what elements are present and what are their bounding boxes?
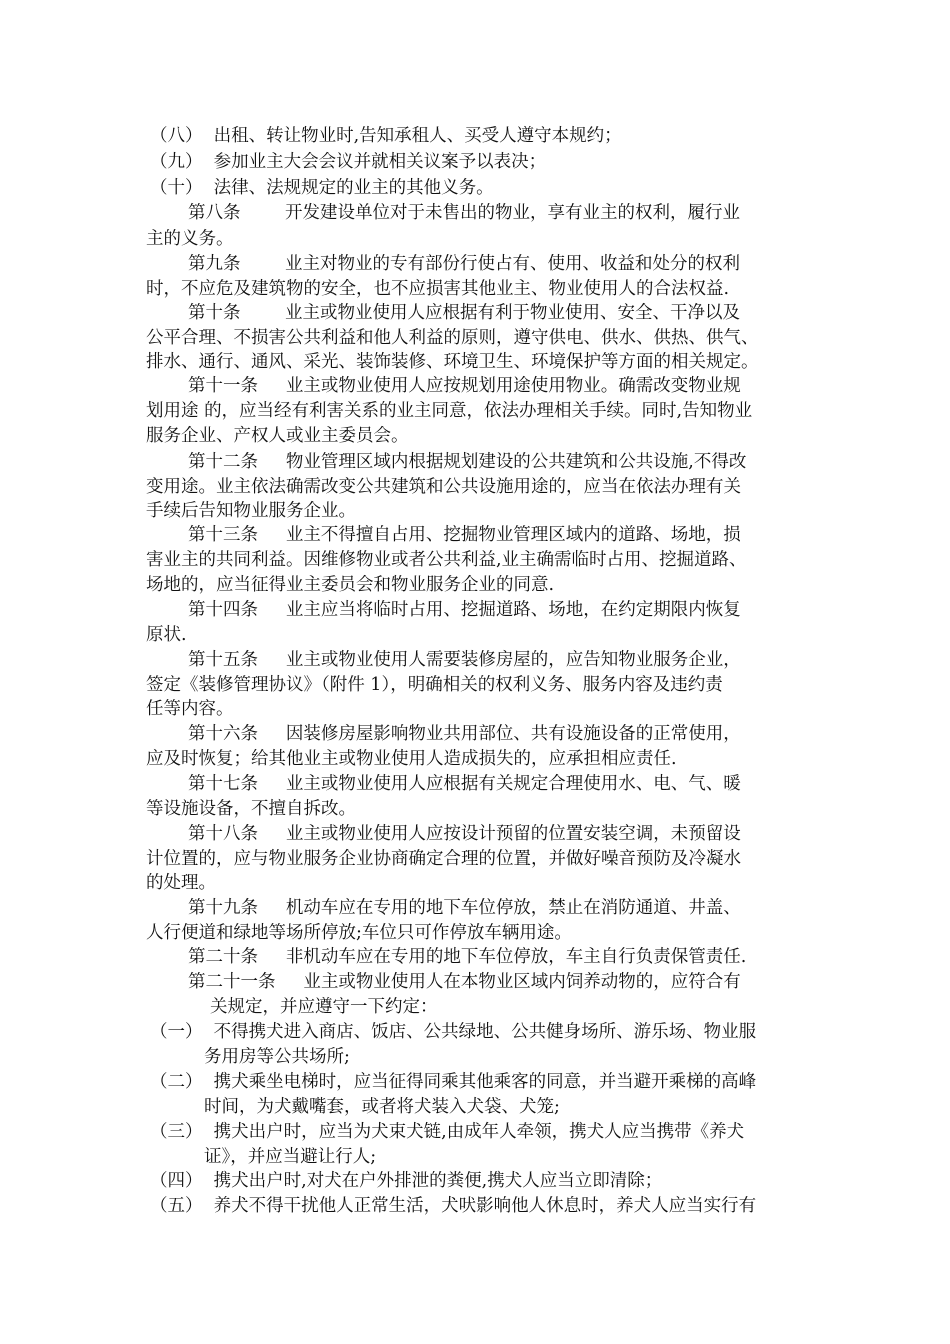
text-line: （三） 携犬出户时，应当为犬束犬链,由成年人牵领，携犬人应当携带《养犬 [150, 1122, 745, 1142]
text-line: 时间，为犬戴嘴套，或者将犬装入犬袋、犬笼; [204, 1097, 560, 1117]
text-line: 第八条 开发建设单位对于未售出的物业，享有业主的权利，履行业 [188, 203, 740, 223]
text-line: 计位置的，应与物业服务企业协商确定合理的位置，并做好噪音预防及冷凝水 [146, 849, 741, 869]
text-line: 第十三条 业主不得擅自占用、挖掘物业管理区域内的道路、场地，损 [188, 525, 741, 545]
text-line: （五） 养犬不得干扰他人正常生活，犬吠影响他人休息时，养犬人应当实行有 [150, 1196, 757, 1216]
text-line: 公平合理、不损害公共利益和他人利益的原则，遵守供电、供水、供热、供气、 [146, 328, 759, 348]
text-line: （九） 参加业主大会会议并就相关议案予以表决； [150, 152, 547, 172]
text-line: 第十一条 业主或物业使用人应按规划用途使用物业。确需改变物业规 [188, 376, 741, 396]
text-line: 证》，并应当避让行人; [204, 1147, 377, 1167]
text-line: 第九条 业主对物业的专有部份行使占有、使用、收益和处分的权利 [188, 254, 740, 274]
text-line: 第十六条 因装修房屋影响物业共用部位、共有设施设备的正常使用， [188, 724, 741, 744]
text-line: 第十九条 机动车应在专用的地下车位停放，禁止在消防通道、井盖、 [188, 898, 741, 918]
text-line: 应及时恢复；给其他业主或物业使用人造成损失的，应承担相应责任. [146, 749, 677, 769]
text-line: 原状. [146, 625, 187, 645]
text-line: 的处理。 [146, 873, 216, 893]
text-line: 第十八条 业主或物业使用人应按设计预留的位置安装空调，未预留设 [188, 824, 741, 844]
text-line: 务用房等公共场所; [204, 1047, 350, 1067]
text-line: 第二十一条 业主或物业使用人在本物业区域内饲养动物的，应符合有 [188, 972, 741, 992]
text-line: 排水、通行、通风、采光、装饰装修、环境卫生、环境保护等方面的相关规定。 [146, 352, 759, 372]
text-line: 第十五条 业主或物业使用人需要装修房屋的，应告知物业服务企业， [188, 650, 741, 670]
text-line: 关规定，并应遵守一下约定： [210, 997, 438, 1017]
text-line: 手续后告知物业服务企业。 [146, 501, 356, 521]
text-line: 第十七条 业主或物业使用人应根据有关规定合理使用水、电、气、暖 [188, 774, 741, 794]
text-line: 主的义务。 [146, 229, 234, 249]
text-line: （一） 不得携犬进入商店、饭店、公共绿地、公共健身场所、游乐场、物业服 [150, 1022, 757, 1042]
text-line: 第十四条 业主应当将临时占用、挖掘道路、场地，在约定期限内恢复 [188, 600, 741, 620]
text-line: 第十条 业主或物业使用人应根据有利于物业使用、安全、干净以及 [188, 303, 740, 323]
text-line: 划用途 的，应当经有利害关系的业主同意，依法办理相关手续。同时,告知物业 [146, 401, 753, 421]
text-line: 任等内容。 [146, 699, 234, 719]
text-line: 害业主的共同利益。因维修物业或者公共利益,业主确需临时占用、挖掘道路、 [146, 550, 747, 570]
text-line: 等设施设备，不擅自拆改。 [146, 799, 356, 819]
text-line: （四） 携犬出户时,对犬在户外排泄的粪便,携犬人应当立即清除； [150, 1171, 663, 1191]
text-line: 时，不应危及建筑物的安全，也不应损害其他业主、物业使用人的合法权益. [146, 279, 730, 299]
text-line: 签定《装修管理协议》（附件 1），明确相关的权利义务、服务内容及违约责 [146, 675, 723, 695]
text-line: （八） 出租、转让物业时,告知承租人、买受人遵守本规约； [150, 126, 622, 146]
text-line: （二） 携犬乘坐电梯时，应当征得同乘其他乘客的同意，并当避开乘梯的高峰 [150, 1072, 757, 1092]
text-line: 第二十条 非机动车应在专用的地下车位停放，车主自行负责保管责任. [188, 947, 747, 967]
text-line: 第十二条 物业管理区域内根据规划建设的公共建筑和公共设施,不得改 [188, 452, 747, 472]
text-line: 变用途。业主依法确需改变公共建筑和公共设施用途的，应当在依法办理有关 [146, 477, 741, 497]
text-line: 服务企业、产权人或业主委员会。 [146, 426, 409, 446]
text-line: 人行便道和绿地等场所停放;车位只可作停放车辆用途。 [146, 923, 572, 943]
text-line: 场地的，应当征得业主委员会和物业服务企业的同意. [146, 575, 555, 595]
text-line: （十） 法律、法规规定的业主的其他义务。 [150, 178, 494, 198]
